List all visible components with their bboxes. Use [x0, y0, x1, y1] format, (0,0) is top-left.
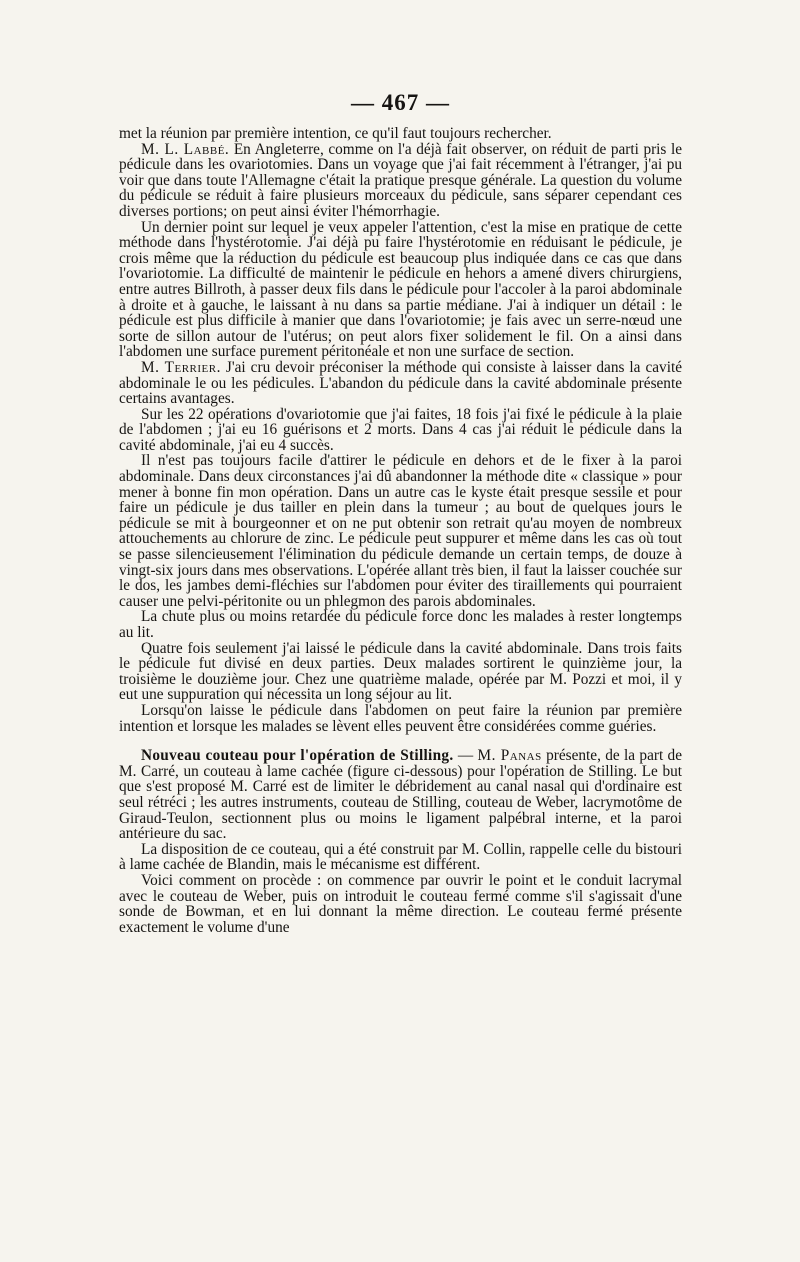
paragraph-text: La chute plus ou moins retardée du pédicule force donc les malades à rester longtemps au lit. — [119, 608, 682, 641]
paragraph — [119, 842, 682, 873]
paragraph — [119, 873, 682, 935]
paragraph-text: Lorsqu'on laisse le pédicule dans l'abdomen on peut faire la réunion par première intention et lorsque les malades se lèvent elles peuvent être considérées comme guéries. — [119, 701, 682, 735]
paragraph-text: présente, de la part de M. Carré, un couteau à lame cachée (figure ci-dessous) pour l'opération de Stilling. Le but que s'est proposé M. Carré est de limiter le débridement au canal nasal qui d'ordinaire est seul rétréci ; les autres instruments, couteau de Stilling, couteau de Weber, lacrymotôme de Giraud-Teulon, sectionnent plus ou moins le ligament palpébral interne, et la paroi antérieure du sac. — [119, 747, 682, 843]
section-gap — [119, 734, 682, 748]
paragraph-text: Il n'est pas toujours facile d'attirer le pédicule en dehors et de le fixer à la paroi abdominale. Dans deux circonstances j'ai dû abandonner la méthode dite « classique » pour mener à bonne fin mon opération. Dans un autre cas le kyste était presque sessile et pour faire un pédicule je dus tailler en plein dans la tumeur ; au bout de quelques jours le pédicule se mit à bourgeonner et on ne put obtenir son retrait qu'au moyen de nombreux attouchements au chlorure de zinc. Le pédicule peut suppurer et même dans les cas où tout se passe silencieusement l'élimination du pédicule demande un certain temps, de douze à vingt-six jours dans mes observations. L'opérée allant très bien, il faut la laisser couchée sur le dos, les jambes demi-fléchies sur l'abdomen pour éviter des tiraillements qui pourraient causer une pelvi-péritonite ou un phlegmon des parois abdominales. — [119, 452, 682, 610]
paragraph-text: Voici comment on procède : on commence par ouvrir le point et le conduit lacrymal avec le couteau de Weber, puis on introduit le couteau fermé comme s'il s'agissait d'une sonde de Bowman, et en lui donnant la même direction. Le couteau fermé présente exactement le volume d'une — [119, 871, 682, 936]
page-number: — 467 — — [351, 90, 450, 115]
paragraph — [119, 703, 682, 734]
paragraph-text: La disposition de ce couteau, qui a été construit par M. Collin, rappelle celle du bistouri à lame cachée de Blandin, mais le mécanisme est différent. — [119, 840, 682, 874]
paragraph — [119, 142, 682, 220]
paragraph — [119, 407, 682, 454]
paragraph — [119, 360, 682, 407]
speaker-name: M. L. Labbé. — [141, 140, 230, 158]
section-heading: Nouveau couteau pour l'opération de Stilling. — [141, 747, 454, 765]
paragraph — [119, 126, 682, 142]
paragraph-text: Un dernier point sur lequel je veux appeler l'attention, c'est la mise en pratique de cette méthode dans l'hystérotomie. J'ai déjà pu faire l'hystérotomie en réduisant le pédicule, je crois même que la réduction du pédicule est beaucoup plus indiquée dans ce cas que dans l'ovariotomie. La difficulté de maintenir le pédicule en hehors a amené divers chirurgiens, entre autres Billroth, à passer deux fils dans le pédicule pour l'accoler à la paroi abdominale à droite et à gauche, le laissant à nu dans sa partie médiane. J'ai à indiquer un détail : le pédicule est plus difficile à manier que dans l'ovariotomie; je fais avec un serre-nœud une sorte de sillon autour de l'utérus; on peut alors fixer solidement le fil. On a ainsi dans l'abdomen une surface purement péritonéale et non une surface de section. — [119, 218, 682, 361]
paragraph — [119, 453, 682, 609]
paragraph — [119, 609, 682, 640]
paragraph-text: En Angleterre, comme on l'a déjà fait observer, on réduit de parti pris le pédicule dans les ovariotomies. Dans un voyage que j'ai fait récemment à l'étranger, j'ai pu voir que dans toute l'Allemagne c'était la pratique presque générale. La question du volume du pédicule se réduit à faire plusieurs morceaux du pédicule, sans séparer cependant ces diverses portions; on peut ainsi éviter l'hémorrhagie. — [119, 140, 682, 220]
speaker-name: M. Terrier. — [141, 358, 221, 376]
paragraph-text: met la réunion par première intention, ce qu'il faut toujours rechercher. — [119, 125, 552, 142]
paragraph-text: Sur les 22 opérations d'ovariotomie que j'ai faites, 18 fois j'ai fixé le pédicule à la plaie de l'abdomen ; j'ai eu 16 guérisons et 2 morts. Dans 4 cas j'ai réduit le pédicule dans la cavité abdominale, j'ai eu 4 succès. — [119, 405, 682, 454]
paragraph-text: Quatre fois seulement j'ai laissé le pédicule dans la cavité abdominale. Dans trois faits le pédicule fut divisé en deux parties. Deux malades sortirent le quinzième jour, la troisième le douzième jour. Chez une quatrième malade, opérée par M. Pozzi et moi, il y eut une suppuration qui nécessita un long séjour au lit. — [119, 639, 682, 704]
paragraph — [119, 220, 682, 360]
paragraph-section-heading: Nouveau couteau pour l'opération de Stilling. — M. Panas présente, de la part de M. Carré, un couteau à lame cachée (figure ci-dessous) pour l'opération de Stilling. Le but que s'est proposé M. Carré est de limiter le débridement au canal nasal qui d'ordinaire est seul rétréci ; les autres instruments, couteau de Stilling, couteau de Weber, lacrymotôme de Giraud-Teulon, sectionnent plus ou moins le ligament palpébral interne, et la paroi antérieure du sac. — [119, 747, 682, 843]
speaker-name: M. Panas — [477, 747, 542, 765]
paragraph-text: J'ai cru devoir préconiser la méthode qui consiste à laisser dans la cavité abdominale le ou les pédicules. L'abandon du pédicule dans la cavité abdominale présente certains avantages. — [119, 358, 682, 408]
paragraph — [119, 641, 682, 703]
document-page — [119, 88, 682, 1198]
